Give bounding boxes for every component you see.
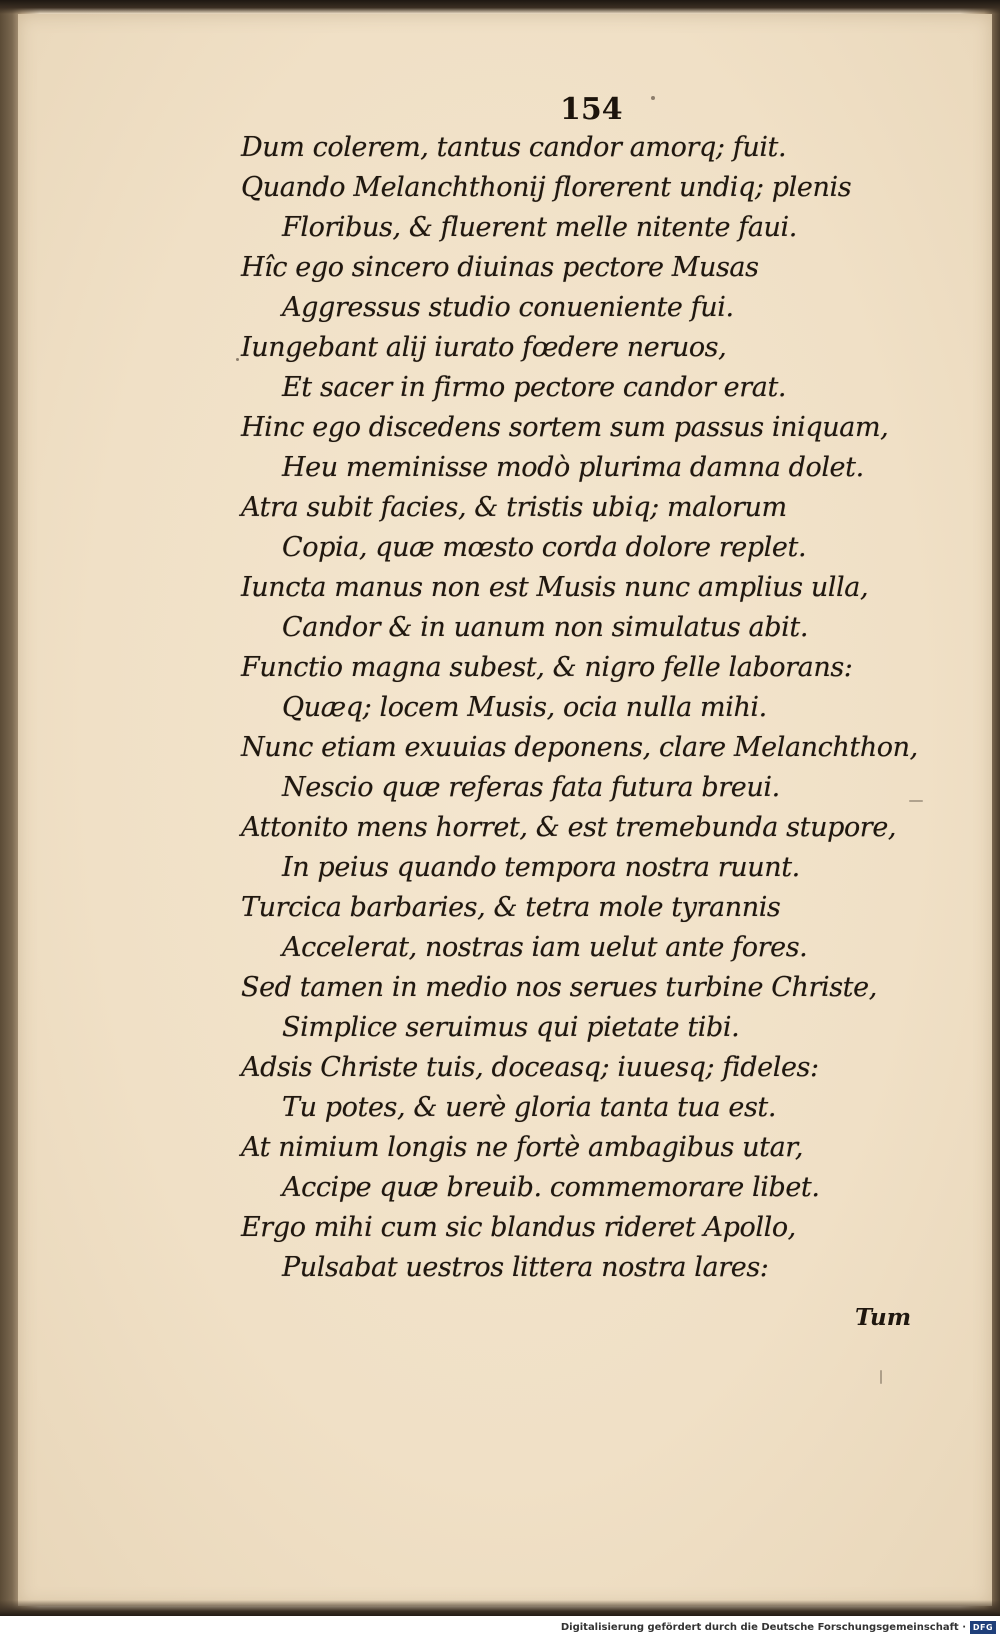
dfg-logo: DFG — [970, 1621, 996, 1634]
verse-line: Sed tamen in medio nos serues turbine Christe, — [241, 972, 877, 1003]
verse-line: Candor & in uanum non simulatus abit. — [282, 612, 809, 643]
ink-speck — [236, 358, 239, 361]
verse-line: Hîc ego sincero diuinas pectore Musas — [241, 252, 759, 283]
verse-line: Simplice seruimus qui pietate tibi. — [282, 1012, 740, 1043]
verse-line: At nimium longis ne fortè ambagibus utar, — [241, 1132, 804, 1163]
verse-line: Quando Melanchthonij florerent undiq; plenis — [241, 172, 852, 203]
verse-line: Dum colerem, tantus candor amorq; fuit. — [241, 132, 787, 163]
verse-line: Accipe quæ breuib. commemorare libet. — [282, 1172, 820, 1203]
verse-line: Nunc etiam exuuias deponens, clare Melanchthon, — [241, 732, 918, 763]
verse-line: Ergo mihi cum sic blandus rideret Apollo, — [241, 1212, 796, 1243]
page-top-edge — [0, 0, 1000, 14]
verse-line: In peius quando tempora nostra ruunt. — [282, 852, 800, 883]
verse-line: Iungebant alij iurato fœdere neruos, — [241, 332, 727, 363]
verse-line: Iuncta manus non est Musis nunc amplius ulla, — [241, 572, 869, 603]
ink-speck — [909, 800, 923, 802]
ink-speck — [651, 96, 655, 100]
verse-line: Pulsabat uestros littera nostra lares: — [282, 1252, 769, 1283]
verse-line: Copia, quæ mœsto corda dolore replet. — [282, 532, 807, 563]
verse-line: Aggressus studio conueniente fui. — [282, 292, 734, 323]
verse-line: Functio magna subest, & nigro felle laborans: — [241, 652, 853, 683]
verse-line: Et sacer in firmo pectore candor erat. — [282, 372, 787, 403]
footer-credit: Digitalisierung gefördert durch die Deutsche Forschungsgemeinschaft · — [560, 1622, 966, 1633]
ink-speck — [880, 1370, 882, 1384]
verse-line: Floribus, & fluerent melle nitente faui. — [282, 212, 797, 243]
verse-line: Adsis Christe tuis, doceasq; iuuesq; fideles: — [241, 1052, 819, 1083]
catchword: Tum — [855, 1304, 912, 1331]
page-bottom-edge — [0, 1600, 1000, 1616]
verse-line: Tu potes, & uerè gloria tanta tua est. — [282, 1092, 777, 1123]
verse-line: Attonito mens horret, & est tremebunda stupore, — [241, 812, 897, 843]
verse-line: Quæq; locem Musis, ocia nulla mihi. — [282, 692, 767, 723]
verse-line: Nescio quæ referas fata futura breui. — [282, 772, 780, 803]
verse-line: Accelerat, nostras iam uelut ante fores. — [282, 932, 808, 963]
verse-line: Hinc ego discedens sortem sum passus iniquam, — [241, 412, 889, 443]
verse-line: Heu meminisse modò plurima damna dolet. — [282, 452, 864, 483]
page-number: 154 — [560, 92, 623, 127]
verse-line: Atra subit facies, & tristis ubiq; malorum — [241, 492, 787, 523]
verse-line: Turcica barbaries, & tetra mole tyrannis — [241, 892, 781, 923]
